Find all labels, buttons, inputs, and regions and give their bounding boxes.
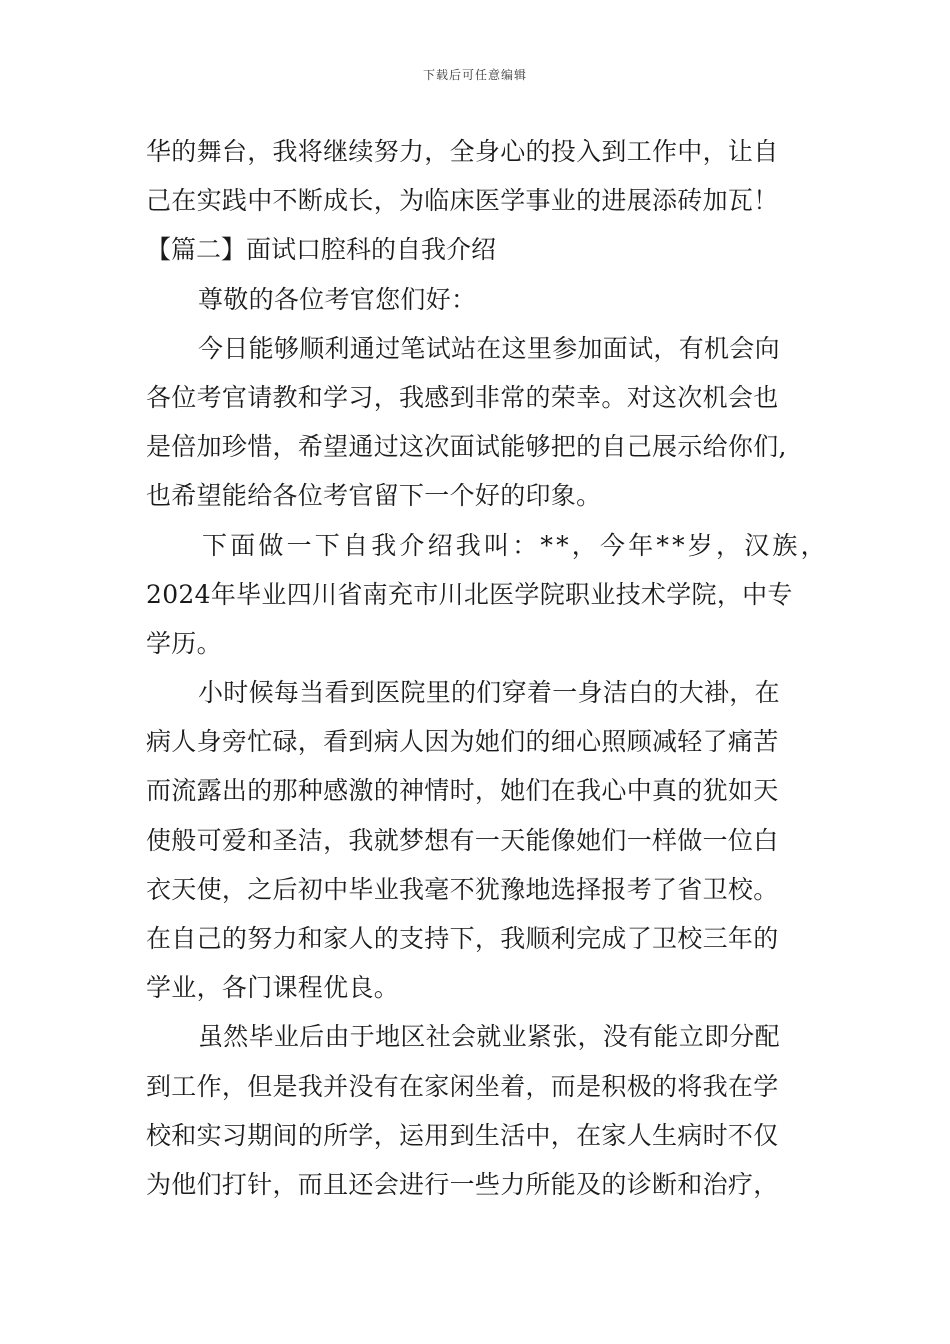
text-line: 到工作，但是我并没有在家闲坐着，而是积极的将我在学 [146, 1071, 779, 1101]
text-line: 学业，各门课程优良。 [146, 973, 400, 1003]
paragraph-start: 下面做一下自我介绍我叫：**，今年**岁，汉族， [202, 530, 829, 560]
section-heading: 【篇二】面试口腔科的自我介绍 [146, 235, 497, 265]
text-line: 己在实践中不断成长，为临床医学事业的进展添砖加瓦！ [146, 186, 779, 216]
salutation: 尊敬的各位考官您们好： [198, 284, 477, 314]
document-body [146, 127, 836, 1209]
text-line: 华的舞台，我将继续努力，全身心的投入到工作中，让自 [146, 137, 779, 166]
text-line: 使般可爱和圣洁，我就梦想有一天能像她们一样做一位白 [146, 825, 779, 855]
text-line: 在自己的努力和家人的支持下，我顺利完成了卫校三年的 [146, 924, 779, 953]
text-line: 病人身旁忙碌，看到病人因为她们的细心照顾减轻了痛苦 [146, 727, 779, 757]
text-line: 2024年毕业四川省南充市川北医学院职业技术学院，中专 [146, 579, 793, 609]
page-header: 下载后可任意编辑 [422, 68, 527, 82]
text-line: 为他们打针，而且还会进行一些力所能及的诊断和治疗， [146, 1169, 779, 1199]
text-line: 各位考官请教和学习，我感到非常的荣幸。对这次机会也 [146, 382, 779, 412]
paragraph-start: 虽然毕业后由于地区社会就业紧张，没有能立即分配 [198, 1022, 780, 1052]
paragraph-start: 小时候每当看到医院里的们穿着一身洁白的大褂，在 [198, 678, 780, 708]
text-line: 校和实习期间的所学，运用到生活中，在家人生病时不仅 [146, 1120, 779, 1150]
text-line: 是倍加珍惜，希望通过这次面试能够把的自己展示给你们, [146, 432, 787, 462]
text-line: 而流露出的那种感激的神情时，她们在我心中真的犹如天 [146, 776, 779, 806]
text-line: 学历。 [146, 628, 222, 658]
text-line: 衣天使，之后初中毕业我毫不犹豫地选择报考了省卫校。 [146, 874, 779, 904]
paragraph-start: 今日能够顺利通过笔试站在这里参加面试，有机会向 [198, 333, 780, 363]
text-line: 也希望能给各位考官留下一个好的印象。 [146, 481, 602, 511]
